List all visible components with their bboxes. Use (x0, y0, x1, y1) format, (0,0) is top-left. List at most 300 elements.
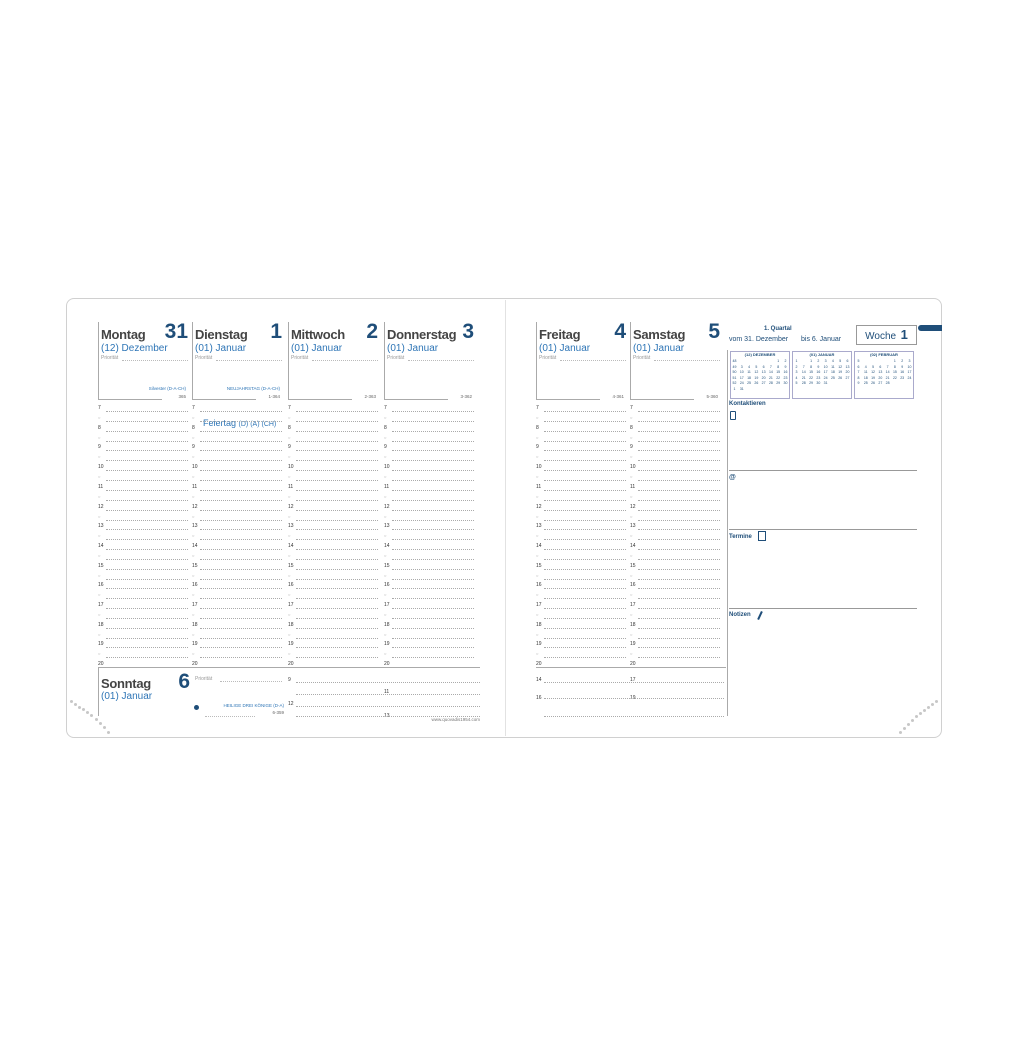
day-number: 1 (270, 320, 282, 343)
priority-label: Priorität (633, 355, 651, 361)
mini-calendar-day: 3 (824, 359, 827, 363)
hour-label: 8 (384, 424, 387, 431)
mini-calendar-day: 25 (863, 381, 868, 385)
half-hour-mark: ○ (630, 631, 633, 637)
mini-calendar-day (837, 381, 844, 385)
half-hour-mark: ○ (288, 572, 291, 578)
half-hour-mark: ○ (384, 572, 387, 578)
priority-line (408, 360, 474, 361)
hour-line (106, 588, 188, 589)
hour-label: 14 (288, 542, 294, 549)
hour-label: 11 (288, 483, 294, 490)
half-hour-mark: ○ (192, 592, 195, 598)
mini-calendar-day: 9 (817, 364, 820, 369)
tail-hour-label: 16 (536, 695, 542, 701)
half-hour-line (200, 579, 282, 580)
binding-hole (931, 703, 934, 706)
priority-label: Priorität (101, 355, 119, 361)
hour-line (544, 647, 626, 648)
hour-label: 15 (98, 562, 104, 569)
binding-hole (903, 727, 906, 730)
binding-hole (70, 700, 73, 703)
half-hour-mark: ○ (384, 454, 387, 460)
hour-label: 12 (192, 503, 198, 510)
hour-line (106, 628, 188, 629)
priority-line (654, 360, 720, 361)
half-hour-line (544, 618, 626, 619)
hour-line (544, 549, 626, 550)
mini-calendar-day: 25 (830, 375, 835, 380)
hour-line (200, 549, 282, 550)
hour-label: 13 (536, 523, 542, 530)
termine-line (729, 608, 917, 609)
mini-calendar-day: 16 (816, 370, 821, 374)
hour-line (638, 431, 720, 432)
priority-line (216, 360, 282, 361)
hour-line (392, 411, 474, 412)
hour-line (544, 490, 626, 491)
mini-calendar-day: 5 (872, 364, 875, 369)
half-hour-mark: ○ (98, 592, 101, 598)
hour-label: 9 (98, 444, 101, 451)
hour-line (106, 450, 188, 451)
half-hour-line (200, 618, 282, 619)
hour-line (106, 510, 188, 511)
hour-line (638, 549, 720, 550)
half-hour-mark: ○ (384, 612, 387, 617)
half-hour-mark: ○ (288, 533, 291, 539)
hour-label: 11 (192, 483, 198, 490)
day-number: 2 (366, 320, 378, 343)
half-hour-line (296, 638, 378, 639)
mini-calendar-day: 20 (878, 375, 883, 380)
hour-line (544, 411, 626, 412)
mini-calendar-day: 23 (900, 375, 905, 380)
day-month: (01) Januar (195, 343, 247, 354)
quarter-label: 1. Quartal (764, 326, 792, 332)
mini-calendar-day: 2 (795, 364, 798, 369)
half-hour-line (544, 598, 626, 599)
sunday-line (296, 682, 480, 683)
day-month: (01) Januar (291, 343, 343, 354)
half-hour-mark: ○ (192, 434, 195, 440)
hour-label: 17 (288, 602, 294, 608)
binding-hole (911, 719, 914, 722)
hour-label: 9 (630, 444, 633, 451)
hour-line (200, 647, 282, 648)
half-hour-mark: ○ (384, 651, 387, 657)
half-hour-mark: ○ (98, 651, 101, 657)
hour-label: 14 (536, 542, 542, 549)
half-hour-line (638, 500, 720, 501)
tail-hour-label: 19 (630, 695, 636, 701)
hour-line (296, 569, 378, 570)
binding-hole (82, 708, 85, 711)
hour-line (106, 470, 188, 471)
half-hour-line (544, 559, 626, 560)
mini-calendar-day: 2 (901, 359, 904, 363)
mini-calendar-day (767, 387, 774, 391)
day-number: 3 (462, 320, 474, 343)
sunday-line (296, 706, 480, 707)
half-hour-mark: ○ (288, 474, 291, 480)
hour-label: 19 (384, 641, 390, 648)
hour-line (200, 569, 282, 570)
hour-line (544, 628, 626, 629)
hour-line (638, 510, 720, 511)
half-hour-mark: ○ (536, 651, 539, 657)
sunday-line (296, 716, 480, 717)
hour-label: 8 (98, 424, 101, 431)
mini-calendar-day: 8 (893, 364, 896, 369)
binding-hole (103, 726, 106, 729)
mini-calendar-row (731, 376, 789, 380)
half-hour-line (544, 421, 626, 422)
mini-calendar-day: 1 (733, 386, 736, 391)
day-month: (01) Januar (539, 343, 591, 354)
mini-calendar-day: 15 (776, 370, 781, 374)
tail-hour-label: 14 (536, 677, 542, 683)
half-hour-line (200, 441, 282, 442)
mini-calendar-row (793, 370, 851, 374)
mini-calendar-day: 5 (795, 381, 798, 385)
half-hour-line (392, 539, 474, 540)
half-hour-line (296, 657, 378, 658)
day-number: 31 (164, 320, 188, 343)
hour-line (200, 411, 282, 412)
hour-line (296, 450, 378, 451)
sunday-name: Sonntag (101, 676, 151, 691)
half-hour-line (106, 657, 188, 658)
day-frame-bottom (192, 399, 256, 400)
hour-label: 8 (192, 424, 195, 431)
mini-calendar-day: 24 (823, 375, 828, 380)
hour-label: 18 (536, 621, 542, 628)
hour-label: 20 (536, 661, 542, 668)
hour-label: 20 (384, 661, 390, 668)
day-name: Donnerstag (387, 327, 457, 342)
hour-line (392, 431, 474, 432)
mini-calendar-day: 4 (831, 359, 834, 363)
half-hour-mark: ○ (630, 415, 633, 420)
hour-label: 12 (288, 503, 294, 510)
mini-calendar-day (862, 359, 869, 363)
mini-calendar-day: 16 (783, 370, 788, 374)
hour-line (638, 608, 720, 609)
half-hour-line (638, 657, 720, 658)
half-hour-mark: ○ (536, 513, 539, 519)
mini-calendar-day: 18 (747, 375, 752, 380)
mini-calendar-day: 22 (892, 375, 897, 380)
feiertag-label: Feiertag (D) (A) (CH) (203, 418, 277, 428)
mini-calendar-day: 15 (809, 370, 814, 374)
half-hour-mark: ○ (288, 415, 291, 420)
mini-calendar-day: 6 (762, 364, 765, 369)
mini-calendar-day (767, 359, 774, 363)
mini-calendar-day: 10 (907, 364, 912, 369)
half-hour-mark: ○ (192, 612, 195, 617)
hour-line (106, 431, 188, 432)
hour-label: 15 (384, 562, 390, 569)
hour-label: 11 (536, 483, 542, 490)
phone-icon (730, 411, 736, 420)
hour-line (638, 628, 720, 629)
sunday-hour-label: 9 (288, 677, 291, 683)
half-hour-line (200, 638, 282, 639)
hour-label: 8 (630, 424, 633, 431)
mini-calendar-day: 27 (878, 381, 883, 385)
half-hour-line (200, 559, 282, 560)
mini-calendar-day: 10 (823, 364, 828, 369)
hour-line (106, 569, 188, 570)
mini-calendar-title: (02) FEBRUAR (870, 352, 898, 357)
hour-label: 17 (630, 602, 636, 608)
mini-calendar-day: 24 (907, 375, 912, 380)
mini-calendar-day: 18 (863, 375, 868, 380)
half-hour-line (106, 480, 188, 481)
sunday-bullet-icon (194, 705, 199, 710)
half-hour-mark: ○ (630, 513, 633, 519)
day-frame-left (536, 322, 537, 400)
mini-calendar-row (731, 365, 789, 369)
mini-calendar-day: 19 (871, 375, 876, 380)
half-hour-mark: ○ (630, 612, 633, 617)
half-hour-mark: ○ (288, 493, 291, 499)
hour-label: 10 (384, 464, 390, 471)
day-of-year: 1-364 (268, 394, 280, 399)
half-hour-line (544, 638, 626, 639)
hour-label: 18 (630, 621, 636, 628)
spine (505, 300, 506, 736)
mini-calendar-row (793, 359, 851, 363)
half-hour-mark: ○ (384, 552, 387, 558)
hour-line (200, 529, 282, 530)
day-name: Samstag (633, 327, 686, 342)
mini-calendar-day: 5 (755, 364, 758, 369)
hour-line (544, 510, 626, 511)
hour-label: 16 (98, 582, 104, 589)
mini-calendar-day: 7 (802, 364, 805, 369)
hour-label: 10 (288, 464, 294, 471)
half-hour-line (638, 579, 720, 580)
hour-label: 17 (536, 602, 542, 608)
half-hour-line (296, 579, 378, 580)
half-hour-mark: ○ (384, 474, 387, 480)
mini-calendar-day (906, 381, 913, 385)
mini-calendar-row (793, 376, 851, 380)
half-hour-mark: ○ (384, 533, 387, 539)
hour-label: 7 (384, 405, 387, 411)
half-hour-line (392, 579, 474, 580)
hour-line (200, 431, 282, 432)
mini-calendar-row (731, 381, 789, 385)
binding-hole (95, 718, 98, 721)
mini-calendar-day: 5 (857, 359, 860, 363)
hour-label: 19 (536, 641, 542, 648)
hour-label: 20 (192, 661, 198, 668)
half-hour-mark: ○ (630, 592, 633, 598)
contacts-line (729, 470, 917, 471)
half-hour-line (200, 421, 282, 422)
half-hour-mark: ○ (536, 533, 539, 539)
mini-calendar-title: (01) JANUAR (809, 352, 835, 357)
mini-calendar-day: 31 (823, 381, 828, 385)
hour-line (296, 647, 378, 648)
holiday-label: NEUJAHRSTAG (D-A-CH) (226, 386, 280, 391)
half-hour-mark: ○ (536, 454, 539, 460)
half-hour-mark: ○ (98, 533, 101, 539)
mini-calendar-row (793, 365, 851, 369)
half-hour-line (296, 618, 378, 619)
half-hour-mark: ○ (536, 631, 539, 637)
mini-calendar-day (746, 359, 753, 363)
hour-line (392, 490, 474, 491)
half-hour-line (392, 500, 474, 501)
half-hour-line (544, 500, 626, 501)
mini-calendar-day (746, 387, 753, 391)
day-of-year: 365 (178, 394, 186, 399)
hour-label: 10 (536, 464, 542, 471)
half-hour-mark: ○ (384, 513, 387, 519)
hour-label: 7 (536, 405, 539, 411)
half-hour-line (200, 460, 282, 461)
hour-line (392, 608, 474, 609)
hour-label: 16 (288, 582, 294, 589)
hour-label: 13 (630, 523, 636, 530)
half-hour-line (638, 598, 720, 599)
half-hour-line (638, 618, 720, 619)
hour-line (392, 470, 474, 471)
hour-label: 9 (384, 444, 387, 451)
mini-calendar-day (760, 387, 767, 391)
tail-line (544, 682, 724, 683)
hour-line (296, 588, 378, 589)
mini-calendar-day: 4 (795, 375, 798, 380)
hour-line (200, 588, 282, 589)
mini-calendar-day: 27 (845, 375, 850, 380)
half-hour-line (200, 598, 282, 599)
half-hour-mark: ○ (98, 513, 101, 519)
half-hour-line (200, 539, 282, 540)
hour-line (392, 529, 474, 530)
mini-calendar-day: 20 (845, 370, 850, 374)
half-hour-mark: ○ (98, 552, 101, 558)
half-hour-mark: ○ (98, 572, 101, 578)
half-hour-line (106, 421, 188, 422)
hour-label: 20 (288, 661, 294, 668)
hour-line (106, 549, 188, 550)
mini-calendar-day: 6 (846, 359, 849, 363)
hour-label: 18 (98, 621, 104, 628)
hour-label: 15 (536, 562, 542, 569)
mini-calendar-day: 14 (885, 370, 890, 374)
hour-line (544, 529, 626, 530)
binding-hole (78, 706, 81, 709)
hour-line (638, 490, 720, 491)
hour-line (296, 431, 378, 432)
mini-calendar-day: 27 (761, 381, 766, 385)
hour-line (200, 450, 282, 451)
half-hour-mark: ○ (192, 454, 195, 460)
hour-label: 16 (630, 582, 636, 589)
mini-calendar-day: 7 (886, 364, 889, 369)
hour-line (200, 510, 282, 511)
half-hour-mark: ○ (98, 474, 101, 480)
mini-calendar-day: 19 (754, 375, 759, 380)
mini-calendar-row (855, 381, 913, 385)
half-hour-mark: ○ (630, 454, 633, 460)
half-hour-line (200, 520, 282, 521)
half-hour-mark: ○ (630, 572, 633, 578)
hour-label: 10 (98, 464, 104, 471)
mini-calendar-day: 28 (885, 381, 890, 385)
day-of-year: 4-361 (612, 394, 624, 399)
half-hour-mark: ○ (192, 493, 195, 499)
hour-label: 9 (288, 444, 291, 451)
week-range-from: vom 31. Dezember (729, 336, 789, 343)
mini-calendar-day: 10 (739, 370, 744, 374)
binding-hole (915, 715, 918, 718)
half-hour-line (392, 618, 474, 619)
mini-calendar-day: 23 (783, 375, 788, 380)
hour-label: 9 (536, 444, 539, 451)
hour-label: 14 (630, 542, 636, 549)
mini-calendar-day: 31 (739, 386, 744, 391)
hour-label: 16 (192, 582, 198, 589)
hour-label: 11 (98, 483, 104, 490)
half-hour-mark: ○ (288, 612, 291, 617)
mini-calendar-day: 9 (857, 381, 860, 385)
hour-label: 20 (630, 661, 636, 668)
hour-label: 12 (536, 503, 542, 510)
hour-label: 19 (288, 641, 294, 648)
mini-calendar-day (891, 381, 898, 385)
mini-calendar-day: 24 (739, 381, 744, 385)
half-hour-mark: ○ (98, 631, 101, 637)
half-hour-mark: ○ (536, 474, 539, 480)
hour-label: 17 (384, 602, 390, 608)
half-hour-line (638, 520, 720, 521)
hour-label: 7 (630, 405, 633, 411)
mini-calendar-day: 29 (776, 381, 781, 385)
week-label: Woche (865, 331, 897, 342)
half-hour-line (106, 559, 188, 560)
mini-calendar-day: 16 (900, 370, 905, 374)
half-hour-mark: ○ (384, 493, 387, 499)
half-hour-line (296, 421, 378, 422)
mini-calendar-row (731, 387, 789, 391)
hour-label: 15 (630, 562, 636, 569)
hour-label: 14 (98, 542, 104, 549)
sunday-number: 6 (178, 670, 190, 693)
day-frame-bottom (384, 399, 448, 400)
half-hour-mark: ○ (630, 434, 633, 440)
mini-calendar-day (899, 381, 906, 385)
hour-line (392, 588, 474, 589)
hour-label: 8 (536, 424, 539, 431)
mini-calendar-day: 49 (732, 364, 737, 369)
mini-calendar-day (782, 387, 789, 391)
half-hour-mark: ○ (288, 454, 291, 460)
hour-line (106, 647, 188, 648)
half-hour-line (544, 657, 626, 658)
hour-label: 10 (630, 464, 636, 471)
half-hour-line (296, 520, 378, 521)
hour-line (544, 431, 626, 432)
hour-line (296, 628, 378, 629)
hour-line (544, 569, 626, 570)
mini-calendar-day (870, 359, 877, 363)
